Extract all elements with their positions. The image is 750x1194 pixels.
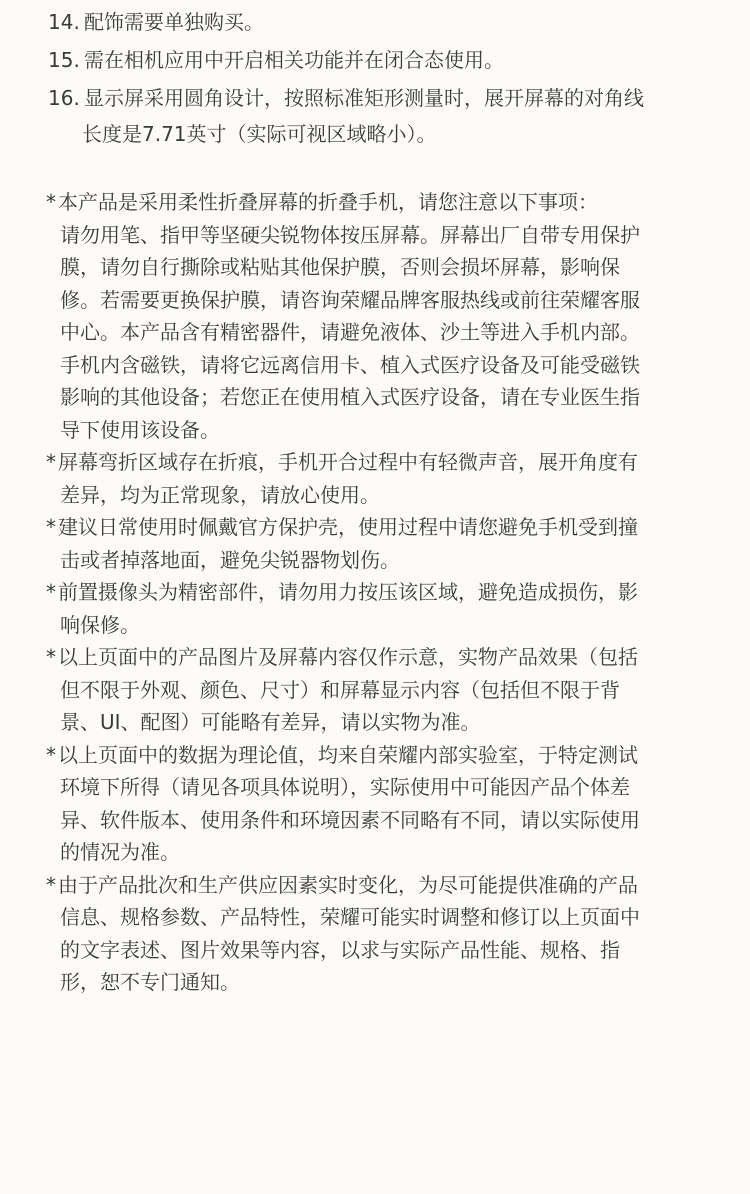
note-protective-case [46,511,706,576]
note-line: 以上页面中的数据为理论值，均来自荣耀内部实验室，于特定测试 [58,742,638,767]
note-line: 环境下所得（请见各项具体说明），实际使用中可能因产品个体差 [60,775,630,799]
note-line: 由于产品批次和生产供应因素实时变化，为尽可能提供准确的产品 [58,872,638,897]
note-line: 前置摄像头为精密部件，请勿用力按压该区域，避免造成损伤，影 [58,580,638,604]
note-line: 景、UI、配图）可能略有差异，请以实物为准。 [60,710,481,734]
note-line: 手机内含磁铁，请将它远离信用卡、植入式医疗设备及可能受磁铁 [60,352,640,377]
footnote-text: 显示屏采用圆角设计，按照标准矩形测量时，展开屏幕的对角线 [84,86,644,110]
note-front-camera [46,576,706,641]
note-line: 修。若需要更换保护膜，请咨询荣耀品牌客服热线或前往荣耀客服 [60,287,640,312]
asterisk-marker: * [46,190,56,214]
footnote-number: 15. [48,48,80,72]
note-line: 影响的其他设备；若您正在使用植入式医疗设备，请在专业医生指 [60,385,640,409]
asterisk-marker: * [46,872,56,897]
asterisk-marker: * [46,515,56,539]
note-line: 本产品是采用柔性折叠屏幕的折叠手机，请您注意以下事项： [58,190,598,214]
footnote-text: 配饰需要单独购买。 [84,10,264,34]
note-line: 建议日常使用时佩戴官方保护壳，使用过程中请您避免手机受到撞 [58,515,638,539]
note-realtime-changes [46,869,706,999]
note-images-illustrative [46,641,706,739]
asterisk-marker: * [46,450,56,474]
note-line: 但不限于外观、颜色、尺寸）和屏幕显示内容（包括但不限于背 [60,677,620,702]
notes-section [46,186,706,999]
note-line: 导下使用该设备。 [60,417,220,442]
asterisk-marker: * [46,580,56,604]
note-line: 的文字表述、图片效果等内容，以求与实际产品性能、规格、指 [60,937,620,962]
note-line: 的情况为准。 [60,840,180,864]
note-line: 信息、规格参数、产品特性，荣耀可能实时调整和修订以上页面中 [60,905,640,929]
note-line: 击或者掉落地面，避免尖锐器物划伤。 [60,547,400,572]
numbered-footnotes [48,4,708,154]
note-line: 以上页面中的产品图片及屏幕内容仅作示意，实物产品效果（包括 [58,645,638,669]
note-line: 请勿用笔、指甲等坚硬尖锐物体按压屏幕。屏幕出厂自带专用保护 [60,222,640,247]
note-line: 膜，请勿自行撕除或粘贴其他保护膜，否则会损坏屏幕，影响保 [60,255,620,279]
footnote-15 [48,42,708,78]
note-theoretical-values [46,739,706,869]
note-crease [46,446,706,511]
note-line: 异、软件版本、使用条件和环境因素不同略有不同，请以实际使用 [60,807,640,832]
note-line: 屏幕弯折区域存在折痕，手机开合过程中有轻微声音，展开角度有 [58,450,638,474]
asterisk-marker: * [46,742,56,767]
note-line: 中心。本产品含有精密器件，请避免液体、沙土等进入手机内部。 [60,320,640,344]
asterisk-marker: * [46,645,56,669]
footnote-number: 14. [48,10,80,34]
note-line: 响保修。 [60,612,140,637]
note-line: 差异，均为正常现象，请放心使用。 [60,482,380,507]
note-line: 形，恕不专门通知。 [60,970,240,994]
footnote-14 [48,4,708,40]
footnote-text-continued: 长度是7.71英寸（实际可视区域略小）。 [82,122,437,146]
note-foldable-screen [46,186,706,446]
footnote-text: 需在相机应用中开启相关功能并在闭合态使用。 [84,48,504,72]
footnote-16 [48,80,708,152]
footnote-number: 16. [48,86,80,110]
